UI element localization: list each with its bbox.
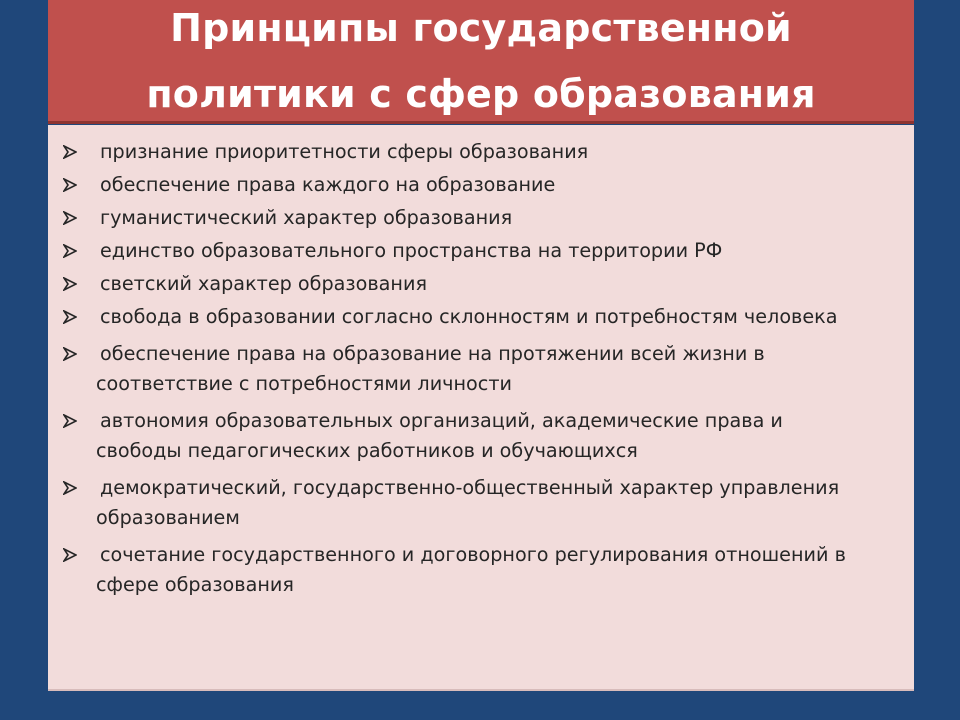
list-item (63, 203, 874, 233)
arrowhead-bullet-icon (63, 269, 89, 299)
list-item (63, 540, 874, 600)
arrowhead-bullet-icon (63, 339, 89, 369)
list-item-text: сочетание государственного и договорного регулирования отношений в сфере образования (96, 543, 846, 596)
arrowhead-bullet-icon (63, 170, 89, 200)
arrowhead-bullet-icon (63, 406, 89, 436)
slide-title (146, 0, 815, 127)
principles-list (48, 125, 914, 600)
slide-content (48, 125, 914, 691)
slide-title-banner (48, 0, 914, 124)
list-item (63, 473, 874, 533)
list-item (63, 269, 874, 299)
list-item-text: демократический, государственно-общественный характер управления образованием (96, 476, 840, 529)
list-item-text: признание приоритетности сферы образования (100, 140, 589, 163)
arrowhead-bullet-icon (63, 203, 89, 233)
arrowhead-bullet-icon (63, 302, 89, 332)
slide-title-line-2: политики с сфер образования (146, 71, 816, 116)
list-item (63, 170, 874, 200)
list-item-text: светский характер образования (100, 272, 427, 295)
arrowhead-bullet-icon (63, 540, 89, 570)
list-item-text: автономия образовательных организаций, академические права и свободы педагогических работников и обучающихся (96, 409, 783, 462)
list-item (63, 302, 874, 332)
arrowhead-bullet-icon (63, 236, 89, 266)
slide-title-line-1: Принципы государственной (170, 5, 792, 50)
list-item (63, 406, 874, 466)
list-item (63, 339, 874, 399)
list-item-text: свобода в образовании согласно склонностям и потребностям человека (100, 305, 838, 328)
arrowhead-bullet-icon (63, 473, 89, 503)
list-item-text: единство образовательного пространства на территории РФ (100, 239, 723, 262)
list-item-text: обеспечение права каждого на образование (100, 173, 556, 196)
list-item (63, 137, 874, 167)
list-item (63, 236, 874, 266)
arrowhead-bullet-icon (63, 137, 89, 167)
list-item-text: обеспечение права на образование на протяжении всей жизни в соответствие с потребностями личности (96, 342, 765, 395)
list-item-text: гуманистический характер образования (100, 206, 513, 229)
